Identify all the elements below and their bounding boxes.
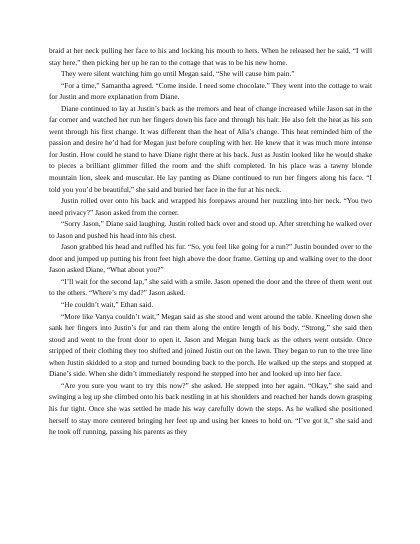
paragraph: Diane continued to lay at Justin’s back as the tremors and heat of change increased while Jason sat in the far corner and watched her run her fingers down his face and through his hair. He also felt the heat as his son went through his first change. It was different than the heat of Alia’s change. This heat reminded him of the passion and desire he’d had for Megan just before coupling with her. He knew that it was much more intense for Justin. How could he stand to have Diane right there at his back. Just as Justin looked like he would shake to pieces a brilliant glimmer filled the room and the shift completed. In his place was a tawny blonde mountain lion, sleek and muscular. He lay panting as Diane continued to run her fingers along his face. “I told you you’d be beautiful,” she said and buried her face in the fur at his neck. [49, 103, 372, 194]
paragraph: “For a time,” Samantha agreed. “Come inside. I need some chocolate.” They went into the cottage to wait for Justin and more explanation from Diane. [49, 80, 372, 102]
paragraph: “He couldn’t wait,” Ethan said. [61, 300, 154, 310]
paragraph: braid at her neck pulling her face to his and locking his mouth to hers. When he released her he said, “I will stay here,” then picking her up he ran to the cottage that was to be his new home. [49, 46, 372, 67]
paragraph: “More like Vanya couldn’t wait,” Megan said as she stood and went around the table. Kneeling down she sank her fingers into Justin’s fur and ran them along the entire length of his body. “Strong,” she said then stood and went to the front door to open it. Jason and Megan hung back as the others went outside. Once stripped of their clothing they too shifted and joined Justin out on the lawn. They began to run to the tree line when Justin skidded to a stop and turned bounding back to the porch. He walked up the steps and stopped at Diane’s side. When she didn’t immediately respond he stepped into her and looked up into her face. [49, 311, 372, 379]
paragraph: “Are you sure you want to try this now?” she asked. He stepped into her again. “Okay,” she said and swinging a leg up she climbed onto his back nestling in at his shoulders and reached her hands down grasping his fur tight. Once she was settled he made his way carefully down the steps. As he walked she positioned herself to stay more centered bringing her feet up and using her knees to hold on. “I’ve got it,” she said and he took off running, passing his parents as they [49, 380, 372, 437]
paragraph: “I’ll wait for the second lap,” she said with a smile. Jason opened the door and the three of them went out to the others. “Where’s my dad?” Jason asked. [49, 276, 372, 298]
paragraph: Justin rolled over onto his back and wrapped his forepaws around her nuzzling into her neck. “You two need privacy?” Jason asked from the corner. [49, 196, 372, 217]
paragraph: “Sorry Jason,” Diane said laughing. Justin rolled back over and stood up. After stretching he walked over to Jason and pushed his head into his chest. [49, 219, 372, 240]
body-text [49, 45, 372, 438]
paragraph: They were silent watching him go until Megan said, “She will cause him pain.” [61, 69, 295, 79]
paragraph: Jason grabbed his head and ruffled his fur. “So, you feel like going for a run?” Justin bounded over to the door and jumped up putting his front feet high above the door frame. Getting up and walking over to the door Jason asked Diane, “What about you?” [49, 242, 372, 275]
